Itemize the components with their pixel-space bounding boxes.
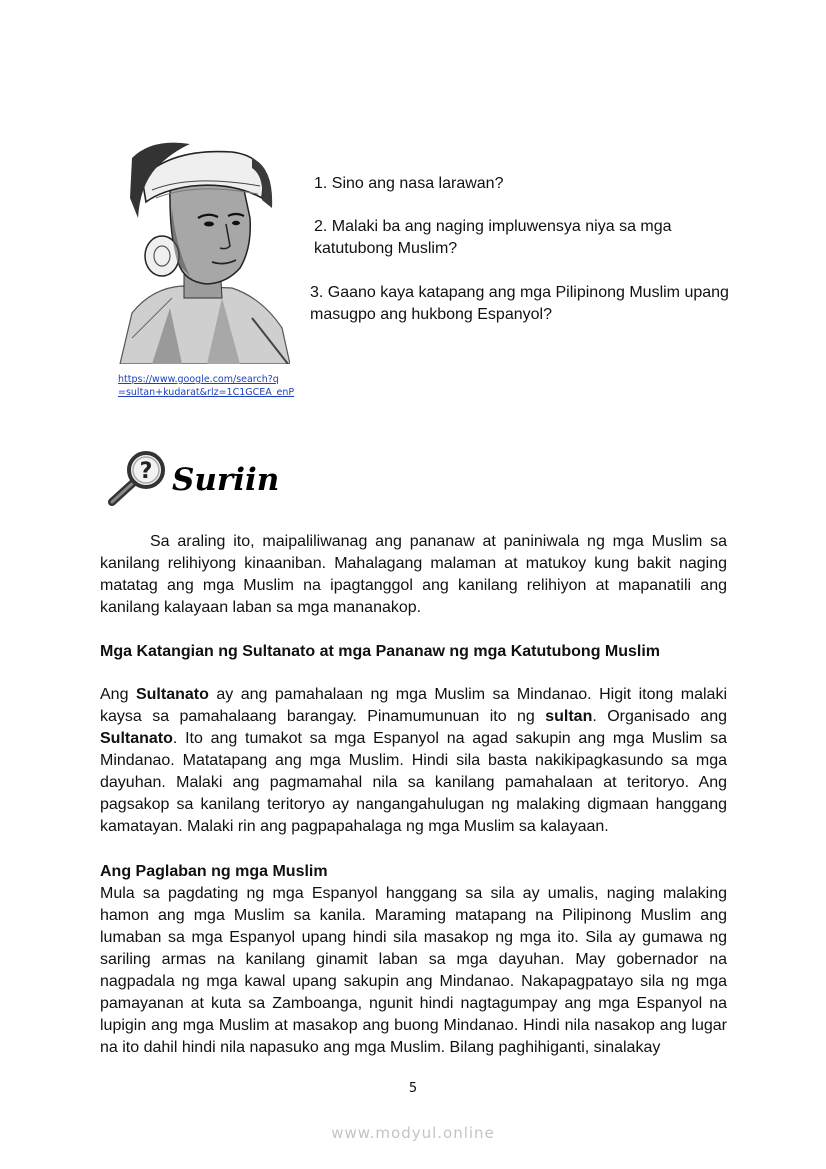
heading-paglaban: Ang Paglaban ng mga Muslim (100, 863, 328, 880)
question-2: 2. Malaki ba ang naging impluwensya niya sa mga katutubong Muslim? (314, 218, 672, 257)
bold-term-sultanato-2: Sultanato (100, 730, 173, 747)
image-source-link[interactable] (118, 373, 318, 399)
bold-term-sultanato: Sultanato (135, 686, 209, 703)
magnifier-question-icon (104, 450, 170, 508)
page-number: 5 (408, 1081, 418, 1096)
svg-text:?: ? (139, 459, 153, 484)
question-3: 3. Gaano kaya katapang ang mga Pilipinong Muslim upang masugpo ang hukbong Espanyol? (310, 284, 729, 323)
question-1: 1. Sino ang nasa larawan? (314, 175, 504, 192)
paglaban-paragraph: Mula sa pagdating ng mga Espanyol hanggang sa sila ay umalis, naging malaking hamon ang mga Muslim sa kanila. Maraming matapang na Pilipinong Muslim ang lumaban sa mga Espanyol upang hindi sila masakop ng mga ito. Sila ay gumawa ng sariling armas na kanilang ginamit laban sa mga dayuhan. May gobernador na nagpadala ng mga kawal upang sakupin ang Mindanao. Nakapagpatayo sila ng mga pamayanan at kuta sa Zamboanga, ngunit hindi nagtagumpay ang mga Espanyol na lupigin ang mga Muslim at masakop ang buong Mindanao. Hindi nila nasakop ang lugar na ito dahil hindi nila napasuko ang mga Muslim. Bilang paghihiganti, sinalakay (100, 885, 727, 1056)
sultanato-paragraph: Ang Sultanato ay ang pamahalaan ng mga Muslim sa Mindanao. Higit itong malaki kaysa sa pamahalaang barangay. Pinamumunuan ito ng sultan. Organisado ang Sultanato. Ito ang tumakot sa mga Espanyol na agad sakupin ang mga Muslim sa Mindanao. Matatapang ang mga Muslim. Hindi sila basta nakikipagkasundo sa mga dayuhan. Malaki ang pagmamahal nila sa kanilang pamahalaan at teritoryo. Ang pagsakop sa kanilang teritoryo ay nangangahulugan ng malaking digmaan hanggang kamatayan. Malaki rin ang pagpapahalaga ng mga Muslim sa kalayaan. (100, 686, 728, 835)
bold-term-sultan: sultan (545, 708, 593, 725)
image-source-link-line1[interactable]: https://www.google.com/search?q (118, 374, 279, 385)
heading-sultanato: Mga Katangian ng Sultanato at mga Pananaw ng mga Katutubong Muslim (100, 643, 661, 660)
image-source-link-line2[interactable]: =sultan+kudarat&rlz=1C1GCEA_enP (118, 387, 295, 398)
watermark: www.modyul.online (331, 1124, 495, 1142)
intro-paragraph: Sa araling ito, maipaliliwanag ang pananaw at paniniwala ng mga Muslim sa kanilang relihiyong kinaaniban. Mahalagang malaman at matukoy kung bakit naging matatag ang mga Muslim na ipagtanggol ang kanilang relihiyon at mapanatili ang kanilang kalayaan laban sa mga mananakop. (100, 533, 727, 616)
sultan-portrait-image (112, 138, 290, 364)
section-title: Suriin (172, 462, 280, 498)
